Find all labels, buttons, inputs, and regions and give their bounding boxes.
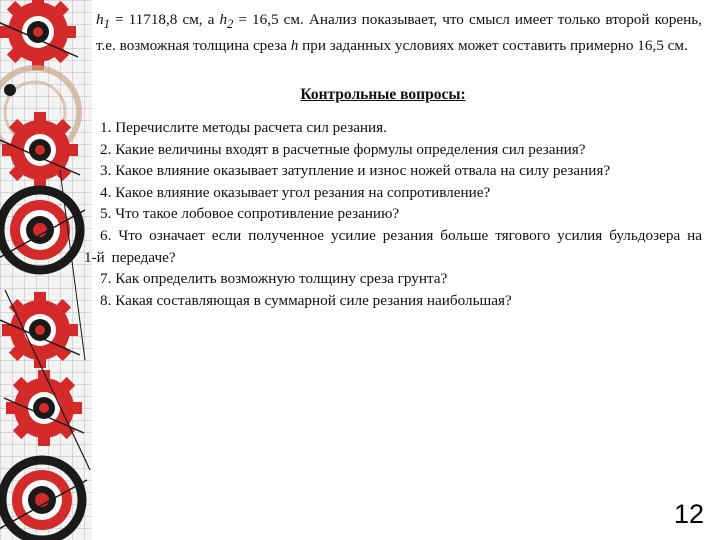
question-item: 5. Что такое лобовое сопротивление резанию? [100,205,400,223]
section-heading: Контрольные вопросы: [300,86,466,103]
var-h1: h [96,11,104,28]
gear-1 [0,0,78,70]
question-item: 2. Какие величины входят в расчетные формулы определения сил резания? [100,140,586,158]
sub-1: 1 [103,17,110,32]
question-item: 7. Как определить возможную толщину среза грунта? [100,270,448,288]
intro-part-2: = 16,5 см. Анализ показывает, что смысл имеет только второй корень, т.е. возможная толщина среза [96,11,702,55]
sub-2: 2 [227,17,234,32]
gears-graphic [0,0,92,540]
question-item: 4. Какое влияние оказывает угол резания на сопротивление? [100,183,491,201]
var-h2: h [219,11,228,28]
intro-part-1: = 11718,8 см, а [109,11,220,28]
intro-paragraph [96,9,702,57]
question-item: 6. Что означает если полученное усилие резания больше тягового усилия бульдозера на 1-й передаче? [84,226,702,266]
var-h: h [290,37,299,55]
intro-part-3: при заданных условиях может составить примерно 16,5 см. [298,37,688,55]
question-item: 8. Какая составляющая в суммарной силе резания наибольшая? [100,291,512,309]
questions-list [84,117,702,311]
page-number: 12 [673,499,704,529]
question-item: 1. Перечислите методы расчета сил резания. [100,119,387,136]
gear-decoration [0,0,92,540]
question-item: 3. Какое влияние оказывает затупление и износ ножей отвала на силу резания? [100,162,611,180]
